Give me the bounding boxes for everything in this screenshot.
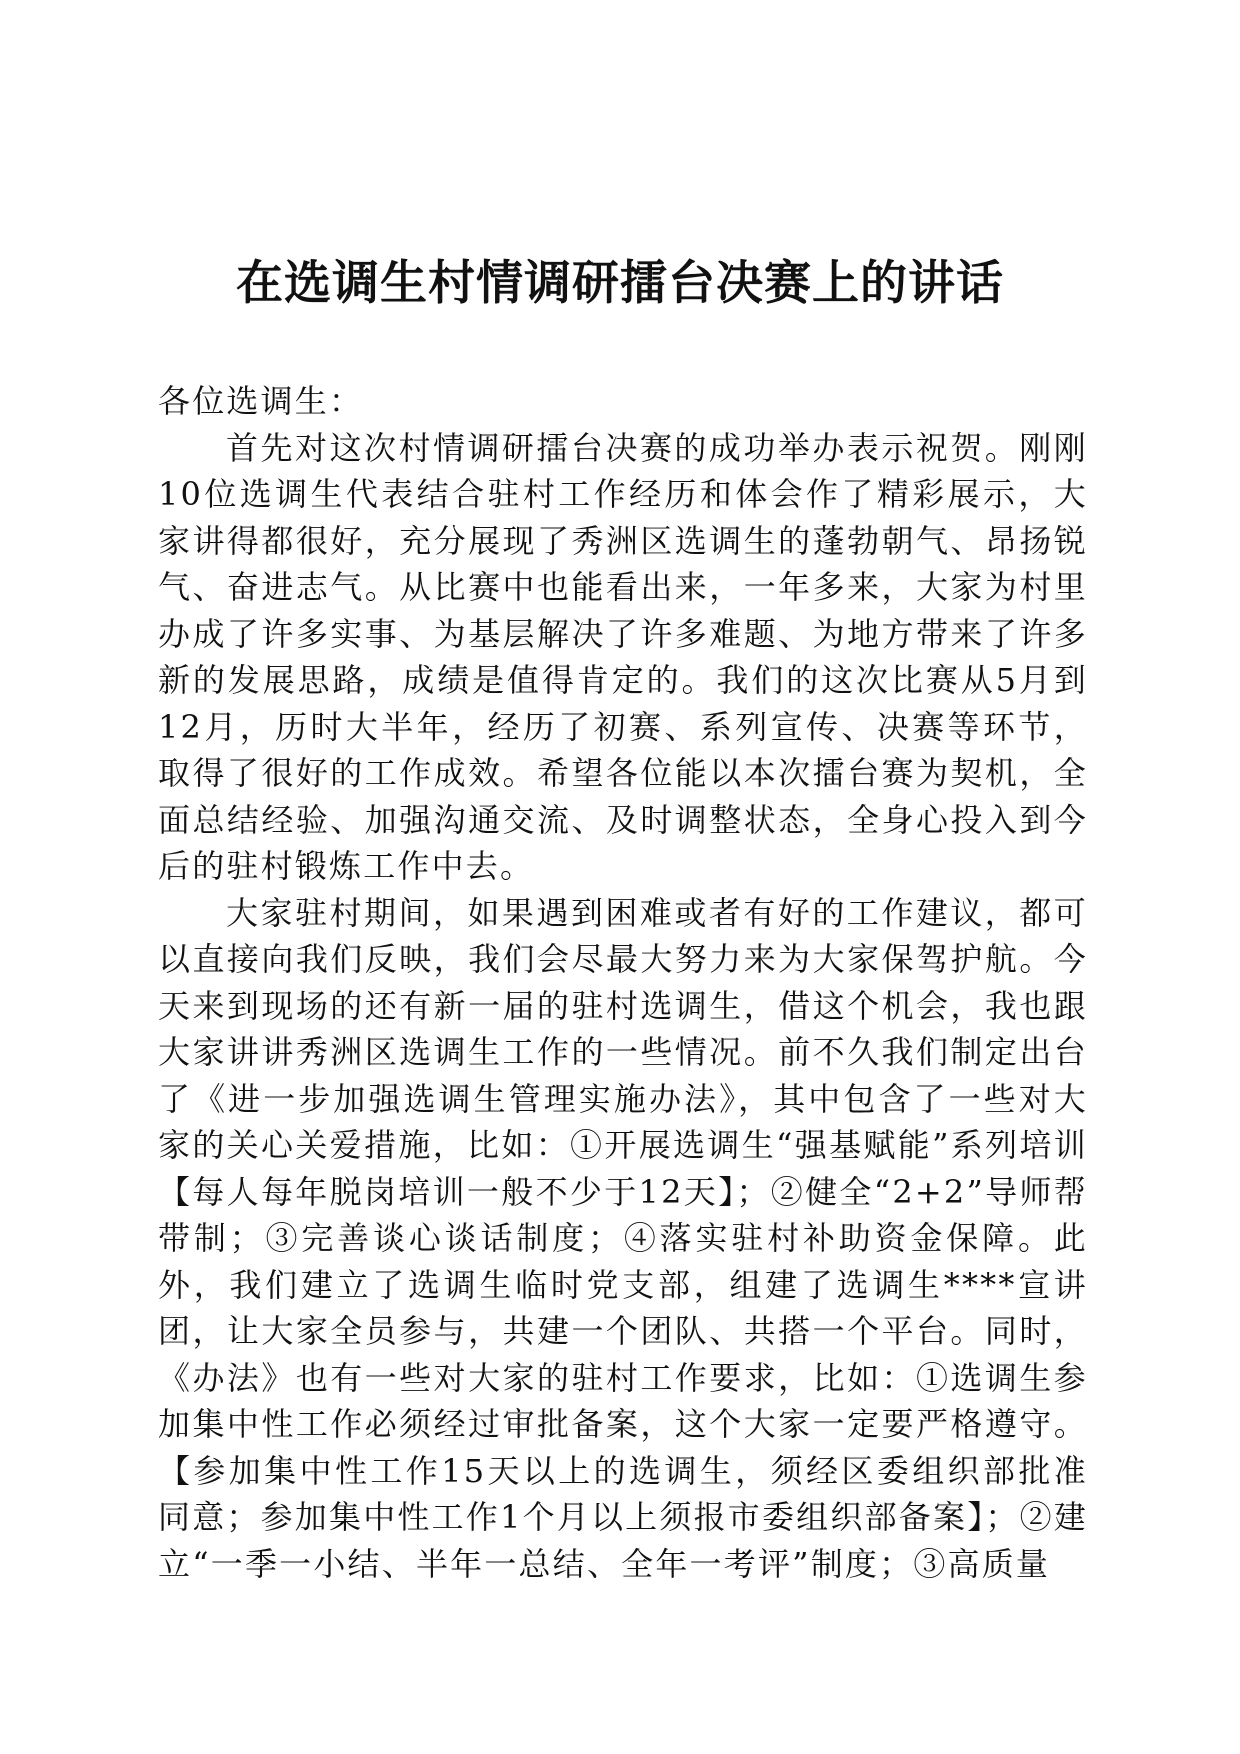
document-body — [158, 378, 1088, 1587]
document-title: 在选调生村情调研擂台决赛上的讲话 — [236, 256, 1004, 311]
paragraph-2: 大家驻村期间，如果遇到困难或者有好的工作建议，都可以直接向我们反映，我们会尽最大努力来为大家保驾护航。今天来到现场的还有新一届的驻村选调生，借这个机会，我也跟大家讲讲秀洲区选调生工作的一些情况。前不久我们制定出台了《进一步加强选调生管理实施办法》，其中包含了一些对大家的关心关爱措施，比如：①开展选调生“强基赋能”系列培训【每人每年脱岗培训一般不少于12天】；②健全“2+2”导师帮带制；③完善谈心谈话制度；④落实驻村补助资金保障。此外，我们建立了选调生临时党支部，组建了选调生****宣讲团，让大家全员参与，共建一个团队、共搭一个平台。同时，《办法》也有一些对大家的驻村工作要求，比如：①选调生参加集中性工作必须经过审批备案，这个大家一定要严格遵守。【参加集中性工作15天以上的选调生，须经区委组织部批准同意；参加集中性工作1个月以上须报市委组织部备案】；②建立“一季一小结、半年一总结、全年一考评”制度；③高质量 — [158, 893, 1088, 1583]
salutation: 各位选调生： — [158, 382, 364, 420]
paragraph-1: 首先对这次村情调研擂台决赛的成功举办表示祝贺。刚刚10位选调生代表结合驻村工作经历和体会作了精彩展示，大家讲得都很好，充分展现了秀洲区选调生的蓬勃朝气、昂扬锐气、奋进志气。从比赛中也能看出来，一年多来，大家为村里办成了许多实事、为基层解决了许多难题、为地方带来了许多新的发展思路，成绩是值得肯定的。我们的这次比赛从5月到12月，历时大半年，经历了初赛、系列宣传、决赛等环节，取得了很好的工作成效。希望各位能以本次擂台赛为契机，全面总结经验、加强沟通交流、及时调整状态，全身心投入到今后的驻村锻炼工作中去。 — [158, 428, 1088, 885]
